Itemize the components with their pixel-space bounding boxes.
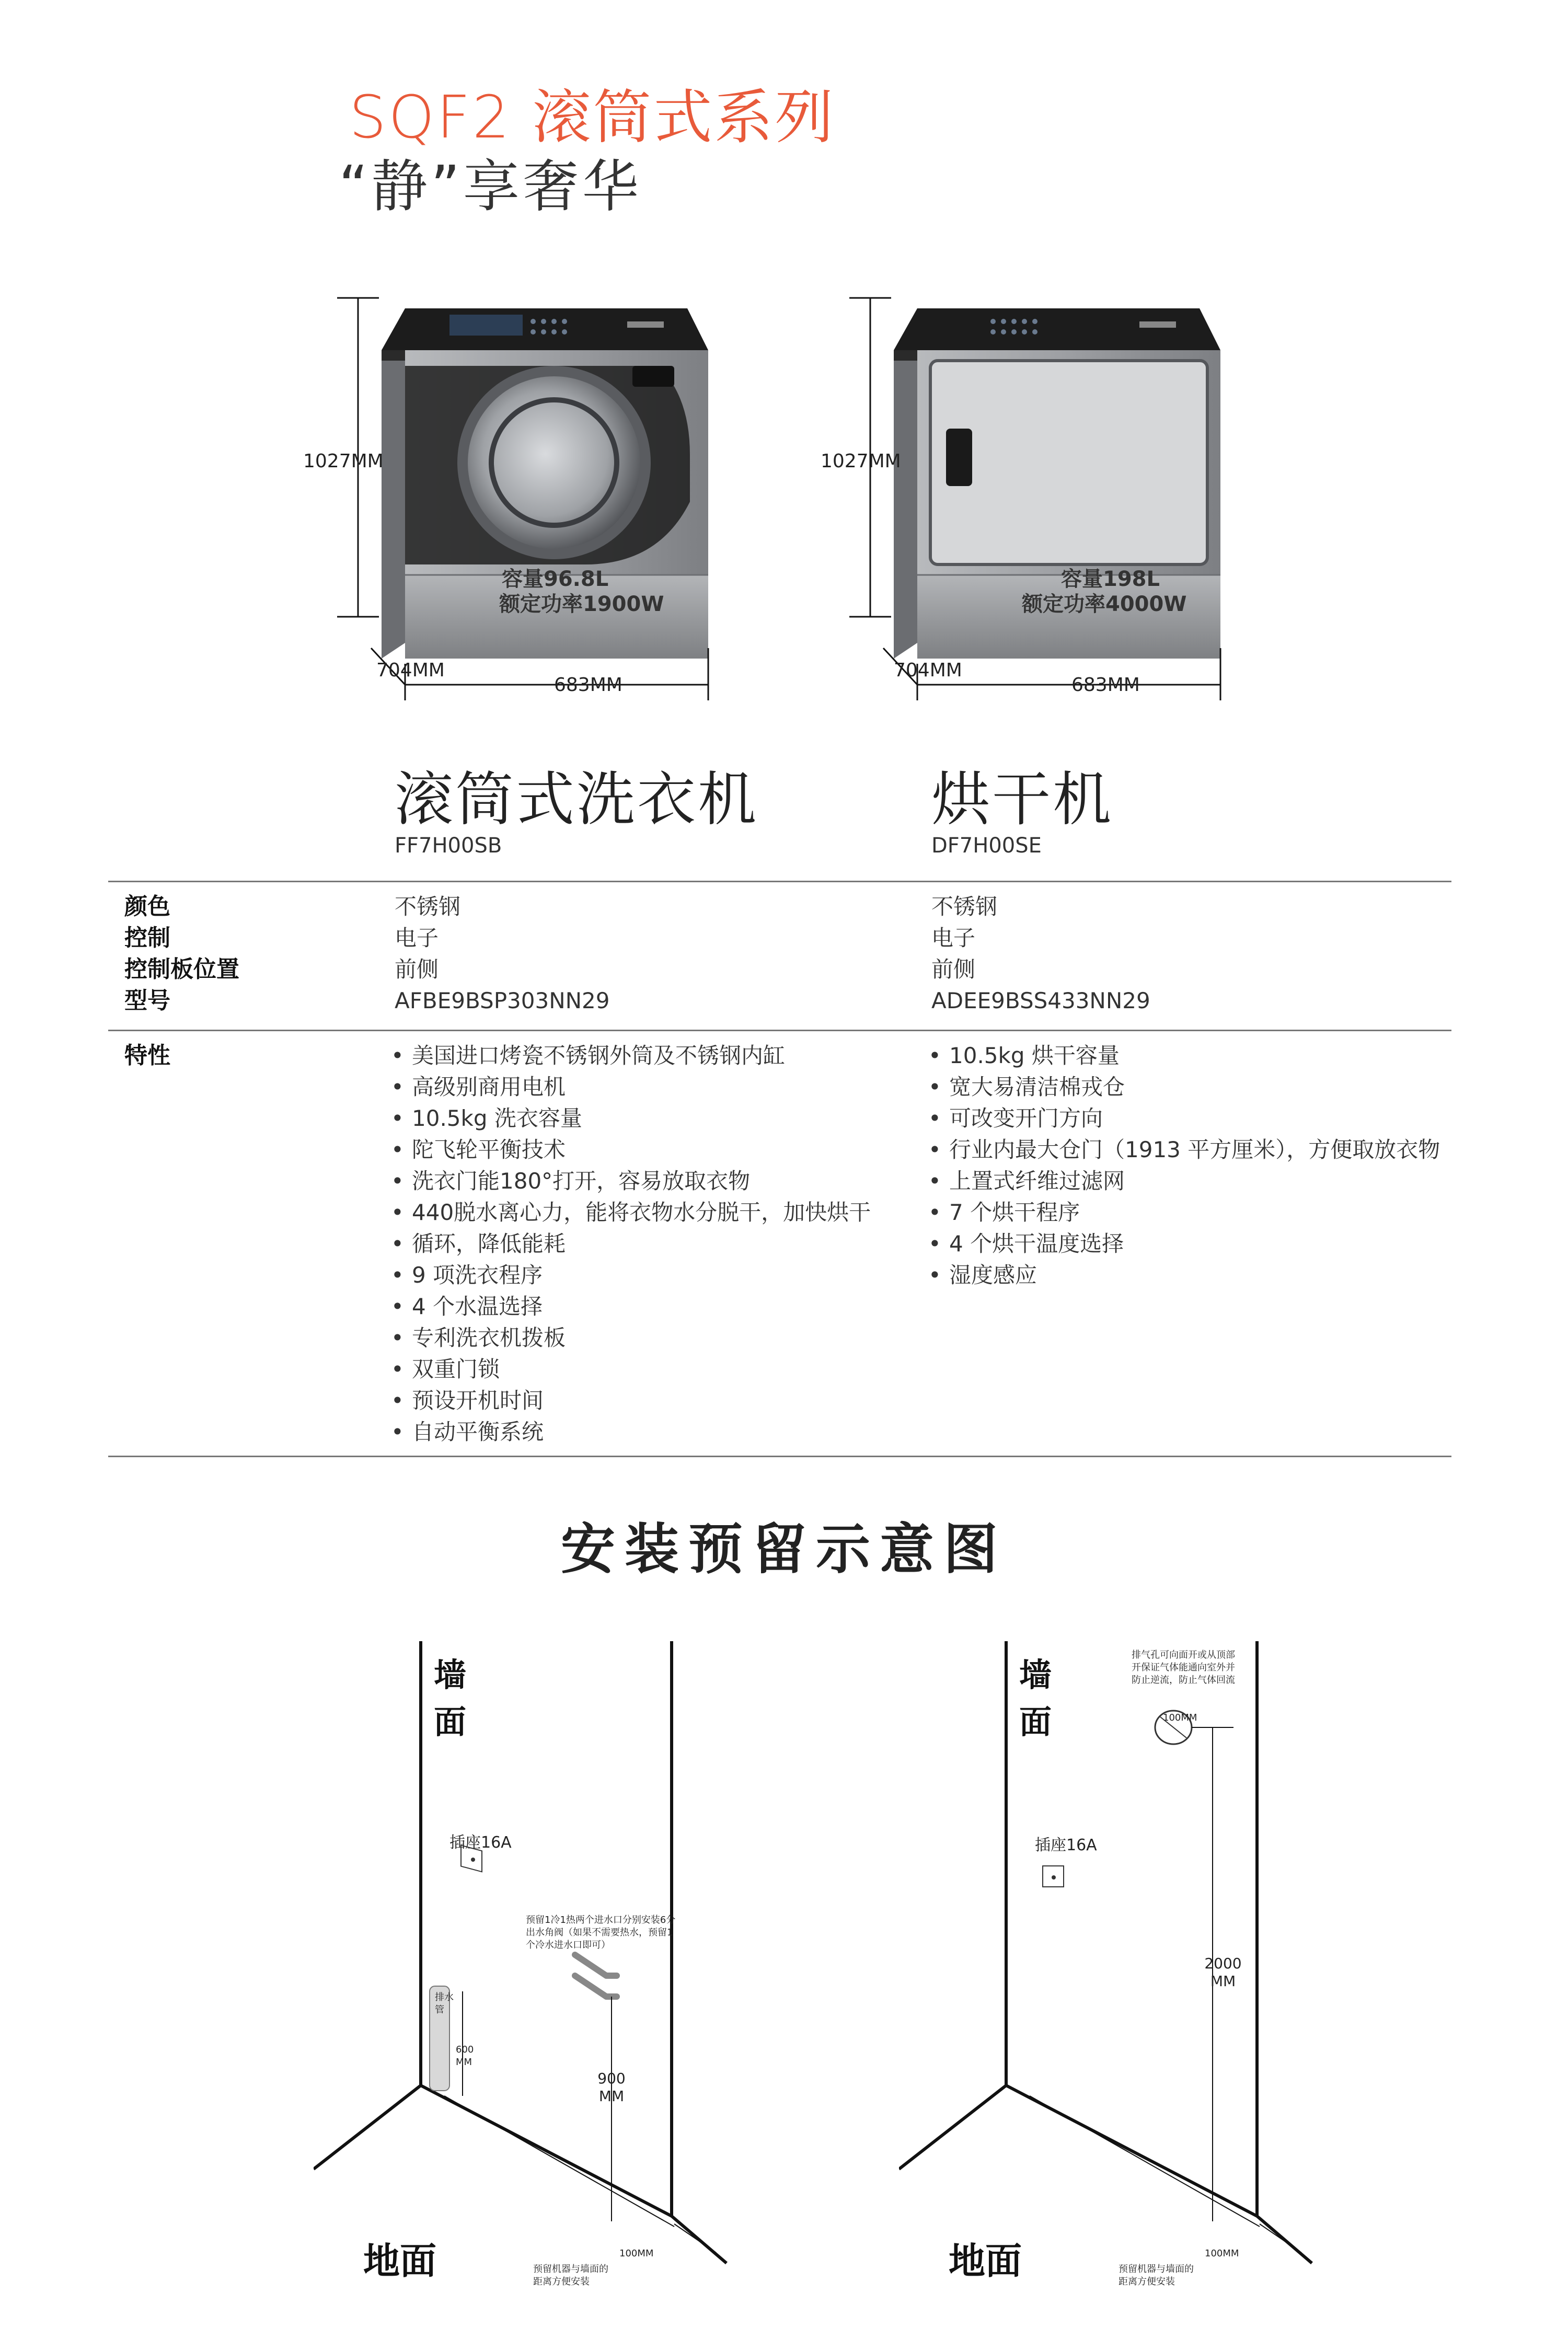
- dryer-vent-note: 排气孔可向面开或从顶部开保证气体能通向室外并防止逆流，防止气体回流: [1132, 1650, 1235, 1686]
- dryer-room-lines: [899, 1641, 1474, 2331]
- feature-item: • 自动平衡系统: [391, 1416, 871, 1448]
- washer-install-diagram: [314, 1641, 889, 2331]
- dryer-name: 烘干机: [931, 766, 1113, 834]
- dryer-specs: [931, 891, 1150, 1017]
- dryer-floor-dim: 100MM: [1205, 2248, 1239, 2259]
- dryer-socket-label: 插座16A: [1035, 1836, 1097, 1854]
- feature-item: • 双重门锁: [391, 1354, 871, 1385]
- washer-floor-note: 预留机器与墙面的距离方便安装: [533, 2264, 608, 2287]
- washer-color: 不锈钢: [395, 894, 461, 919]
- washer-valve-note: 预留1冷1热两个进水口分别安装6分出水角阀（如果不需要热水，预留1个冷水进水口即可）: [526, 1915, 676, 1951]
- washer-panel-position: 前侧: [395, 956, 439, 982]
- divider: [108, 1030, 1451, 1031]
- vent-dim: 100MM: [1163, 1712, 1197, 1723]
- feature-item: • 陀飞轮平衡技术: [391, 1134, 871, 1166]
- dryer-model-code: DF7H00SE: [931, 834, 1042, 858]
- washer-socket-label: 插座16A: [449, 1834, 512, 1852]
- divider: [108, 881, 1451, 882]
- dryer-width-dim: 683MM: [1071, 674, 1140, 696]
- washer-capacity: 容量96.8L: [502, 567, 609, 591]
- feature-item: • 7 个烘干程序: [928, 1197, 1440, 1228]
- dryer-wall-label: 墙 面: [1019, 1656, 1052, 1741]
- series-title: SQF2 滚筒式系列: [349, 84, 836, 152]
- slogan: “静”享奢华: [339, 154, 642, 220]
- washer-width-dim: 683MM: [554, 674, 622, 696]
- label-features: 特性: [124, 1042, 170, 1069]
- feature-item: • 预设开机时间: [391, 1385, 871, 1416]
- label-color: 颜色: [124, 893, 170, 920]
- dryer-floor-note: 预留机器与墙面的距离方便安装: [1119, 2264, 1194, 2287]
- feature-item: • 10.5kg 洗衣容量: [391, 1103, 871, 1134]
- feature-item: • 4 个烘干温度选择: [928, 1228, 1440, 1260]
- washer-depth-dim: 704MM: [376, 660, 445, 681]
- feature-item: • 行业内最大仓门（1913 平方厘米），方便取放衣物: [928, 1134, 1440, 1166]
- divider: [108, 1456, 1451, 1457]
- feature-item: • 10.5kg 烘干容量: [928, 1040, 1440, 1071]
- feature-item: • 4 个水温选择: [391, 1291, 871, 1322]
- dryer-features: [928, 1040, 1440, 1291]
- washer-model: AFBE9BSP303NN29: [395, 988, 610, 1013]
- label-model: 型号: [124, 987, 170, 1014]
- feature-item: • 宽大易清洁棉戎仓: [928, 1071, 1440, 1103]
- washer-illustration: [293, 282, 763, 711]
- washer-floor-label: 地面: [363, 2240, 436, 2282]
- install-title: 安装预留示意图: [560, 1517, 1007, 1581]
- feature-item: • 专利洗衣机拨板: [391, 1322, 871, 1354]
- dryer-floor-label: 地面: [949, 2240, 1022, 2282]
- washer-floor-dim: 100MM: [619, 2248, 654, 2259]
- washer-height-dim: 1027MM: [303, 451, 384, 472]
- feature-item: • 湿度感应: [928, 1260, 1440, 1291]
- label-panel-position: 控制板位置: [124, 956, 239, 983]
- dryer-power: 额定功率4000W: [1022, 592, 1187, 616]
- feature-item: • 440脱水离心力，能将衣物水分脱干，加快烘干: [391, 1197, 871, 1228]
- dryer-model: ADEE9BSS433NN29: [931, 988, 1150, 1013]
- dryer-capacity: 容量198L: [1061, 567, 1160, 591]
- washer-room-lines: [314, 1641, 889, 2331]
- dryer-panel-position: 前侧: [931, 956, 976, 982]
- spec-labels: [124, 891, 239, 1017]
- washer-model-code: FF7H00SB: [395, 834, 502, 858]
- feature-item: • 9 项洗衣程序: [391, 1260, 871, 1291]
- dryer-install-diagram: [899, 1641, 1474, 2331]
- drain-note: 排水管: [435, 1992, 454, 2015]
- washer-wall-label: 墙 面: [434, 1656, 467, 1741]
- feature-item: • 上置式纤维过滤网: [928, 1166, 1440, 1197]
- dryer-illustration: [805, 282, 1275, 711]
- dryer-depth-dim: 704MM: [894, 660, 962, 681]
- washer-specs: [395, 891, 609, 1017]
- dryer-control: 电子: [931, 925, 976, 951]
- feature-item: • 可改变开门方向: [928, 1103, 1440, 1134]
- drain-height: 600 MM: [456, 2044, 474, 2068]
- feature-item: • 高级别商用电机: [391, 1071, 871, 1103]
- washer-control: 电子: [395, 925, 439, 951]
- valve-height: 900 MM: [597, 2070, 626, 2105]
- washer-power: 额定功率1900W: [499, 592, 664, 616]
- feature-item: • 循环，降低能耗: [391, 1228, 871, 1260]
- feature-item: • 洗衣门能180°打开，容易放取衣物: [391, 1166, 871, 1197]
- feature-item: • 美国进口烤瓷不锈钢外筒及不锈钢内缸: [391, 1040, 871, 1071]
- dryer-height: 2000 MM: [1204, 1955, 1242, 1990]
- dryer-color: 不锈钢: [931, 894, 998, 919]
- dryer-height-dim: 1027MM: [821, 451, 901, 472]
- washer-name: 滚筒式洗衣机: [395, 766, 758, 834]
- washer-features: [391, 1040, 871, 1448]
- label-control: 控制: [124, 925, 170, 951]
